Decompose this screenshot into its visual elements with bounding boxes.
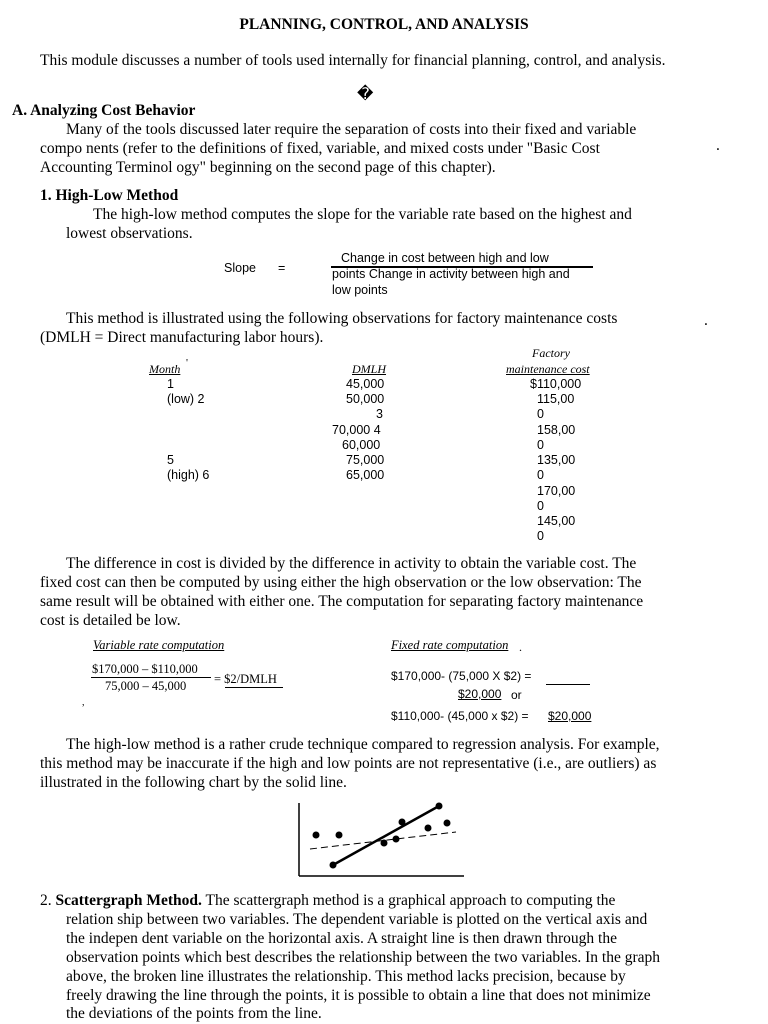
data-point xyxy=(393,836,400,843)
crude-line-3: illustrated in the following chart by the solid line. xyxy=(40,774,347,791)
slope-denominator-2: low points xyxy=(332,283,388,297)
scatter-illustration-svg xyxy=(296,802,466,880)
difference-line-3: same result will be obtained with either one. The computation for separating factory maintenance xyxy=(40,593,644,610)
scatter-method-line-6: freely drawing the line through the points, it is possible to obtain a line that does not minimize xyxy=(66,987,651,1004)
fixed-line-1: $170,000- (75,000 X $2) = xyxy=(391,669,532,683)
slope-label: Slope xyxy=(224,261,256,275)
scatter-method-line-1 xyxy=(40,891,615,910)
month-column-header: Month xyxy=(149,362,181,376)
dmlh-cell: 50,000 xyxy=(346,392,385,406)
cost-cell: 0 xyxy=(537,529,544,543)
section-a-line-1: Many of the tools discussed later require the separation of costs into their fixed and variable xyxy=(66,121,637,138)
slope-denominator-1: points Change in activity between high and xyxy=(332,267,570,281)
cost-cell: 0 xyxy=(537,468,544,482)
data-point xyxy=(444,820,451,827)
scatter-method-heading: Scattergraph Method. xyxy=(55,892,202,909)
cost-cell: 0 xyxy=(537,438,544,452)
scatter-method-line-4: observation points which best describes the relationship between the two variables. In the graph xyxy=(66,949,661,966)
section-a-line-2: compo nents (refer to the definitions of fixed, variable, and mixed costs under "Basic Cost xyxy=(40,140,600,157)
data-point xyxy=(425,825,432,832)
dmlh-cell: 60,000 xyxy=(342,438,381,452)
cost-cell: 0 xyxy=(537,407,544,421)
difference-line-1: The difference in cost is divided by the difference in activity to obtain the variable cost. The xyxy=(66,555,637,572)
month-cell: 5 xyxy=(167,453,174,467)
dmlh-cell: 75,000 xyxy=(346,453,385,467)
cost-cell: 145,00 xyxy=(537,514,576,528)
high-low-heading: 1. High-Low Method xyxy=(40,187,179,204)
month-cell: 1 xyxy=(167,377,174,391)
section-a-stray-mark: . xyxy=(716,137,720,154)
month-header-mark: ' xyxy=(186,357,188,369)
variable-denominator: 75,000 – 45,000 xyxy=(105,679,187,693)
variable-result: = $2/DMLH xyxy=(214,672,277,686)
dmlh-cell: 45,000 xyxy=(346,377,385,391)
difference-line-4: cost is detailed be low. xyxy=(40,612,181,629)
dmlh-column-header: DMLH xyxy=(352,362,387,376)
dmlh-cell: 3 xyxy=(376,407,383,421)
variable-fraction-bar xyxy=(91,677,211,678)
cost-cell: 0 xyxy=(537,499,544,513)
crude-line-2: this method may be inaccurate if the high and low points are not representative (i.e., are outliers) as xyxy=(40,755,657,772)
cost-column-header-1: Factory xyxy=(532,346,570,360)
scatter-method-line-5: above, the broken line illustrates the relationship. This method lacks precision, because by xyxy=(66,968,626,985)
scatter-method-number: 2. xyxy=(40,892,52,909)
page-title: PLANNING, CONTROL, AND ANALYSIS xyxy=(239,16,529,33)
cost-cell: 170,00 xyxy=(537,484,576,498)
scatter-method-line-3: the indepen dent variable on the horizontal axis. A straight line is then drawn through the xyxy=(66,930,617,947)
month-cell: (low) 2 xyxy=(167,392,205,406)
fixed-rate-heading: Fixed rate computation xyxy=(391,638,509,652)
scatter-method-first-line: The scattergraph method is a graphical approach to computing the xyxy=(205,892,616,909)
scatter-method-line-7: the deviations of the points from the line. xyxy=(66,1005,322,1022)
data-point xyxy=(330,862,337,869)
scatter-method-line-2: relation ship between two variables. The dependent variable is plotted on the vertical axis and xyxy=(66,911,648,928)
fixed-line-3: $110,000- (45,000 x $2) = xyxy=(391,709,529,723)
variable-stray-mark: , xyxy=(82,697,85,708)
data-point xyxy=(381,840,388,847)
data-point xyxy=(436,803,443,810)
replacement-glyph: � xyxy=(357,84,374,103)
variable-rate-heading: Variable rate computation xyxy=(93,638,225,652)
illustration-line-2: (DMLH = Direct manufacturing labor hours). xyxy=(40,329,324,346)
fixed-heading-mark: . xyxy=(519,640,522,654)
dmlh-cell: 70,000 4 xyxy=(332,423,381,437)
data-point xyxy=(313,832,320,839)
fixed-line-3-value: $20,000 xyxy=(548,709,592,723)
intro-paragraph: This module discusses a number of tools used internally for financial planning, control, and analysis. xyxy=(40,52,666,69)
fixed-line-2-value: $20,000 xyxy=(458,687,502,701)
section-a-line-3: Accounting Terminol ogy" beginning on the second page of this chapter). xyxy=(40,159,496,176)
high-low-line-1: The high-low method computes the slope for the variable rate based on the highest and xyxy=(93,206,632,223)
crude-line-1: The high-low method is a rather crude technique compared to regression analysis. For example, xyxy=(66,736,660,753)
fixed-line-1-blank xyxy=(546,684,590,685)
variable-numerator: $170,000 – $110,000 xyxy=(92,662,198,676)
cost-cell: $110,000 xyxy=(530,377,582,391)
high-low-line-2: lowest observations. xyxy=(66,225,193,242)
slope-equals: = xyxy=(278,261,286,275)
slope-numerator: Change in cost between high and low xyxy=(341,251,549,265)
cost-cell: 135,00 xyxy=(537,453,576,467)
dmlh-cell: 65,000 xyxy=(346,468,385,482)
cost-cell: 158,00 xyxy=(537,423,576,437)
fixed-line-2-suffix: or xyxy=(511,688,522,702)
illustration-line-1: This method is illustrated using the following observations for factory maintenance costs xyxy=(66,310,618,327)
cost-column-header-2: maintenance cost xyxy=(506,362,590,376)
difference-line-2: fixed cost can then be computed by using either the high observation or the low observation: The xyxy=(40,574,642,591)
illustration-mark: . xyxy=(704,312,708,329)
section-a-heading: A. Analyzing Cost Behavior xyxy=(12,102,196,119)
month-cell: (high) 6 xyxy=(167,468,210,482)
scatter-illustration xyxy=(296,802,466,880)
data-point xyxy=(399,819,406,826)
cost-cell: 115,00 xyxy=(537,392,575,406)
variable-result-underline xyxy=(225,687,283,688)
data-point xyxy=(336,832,343,839)
